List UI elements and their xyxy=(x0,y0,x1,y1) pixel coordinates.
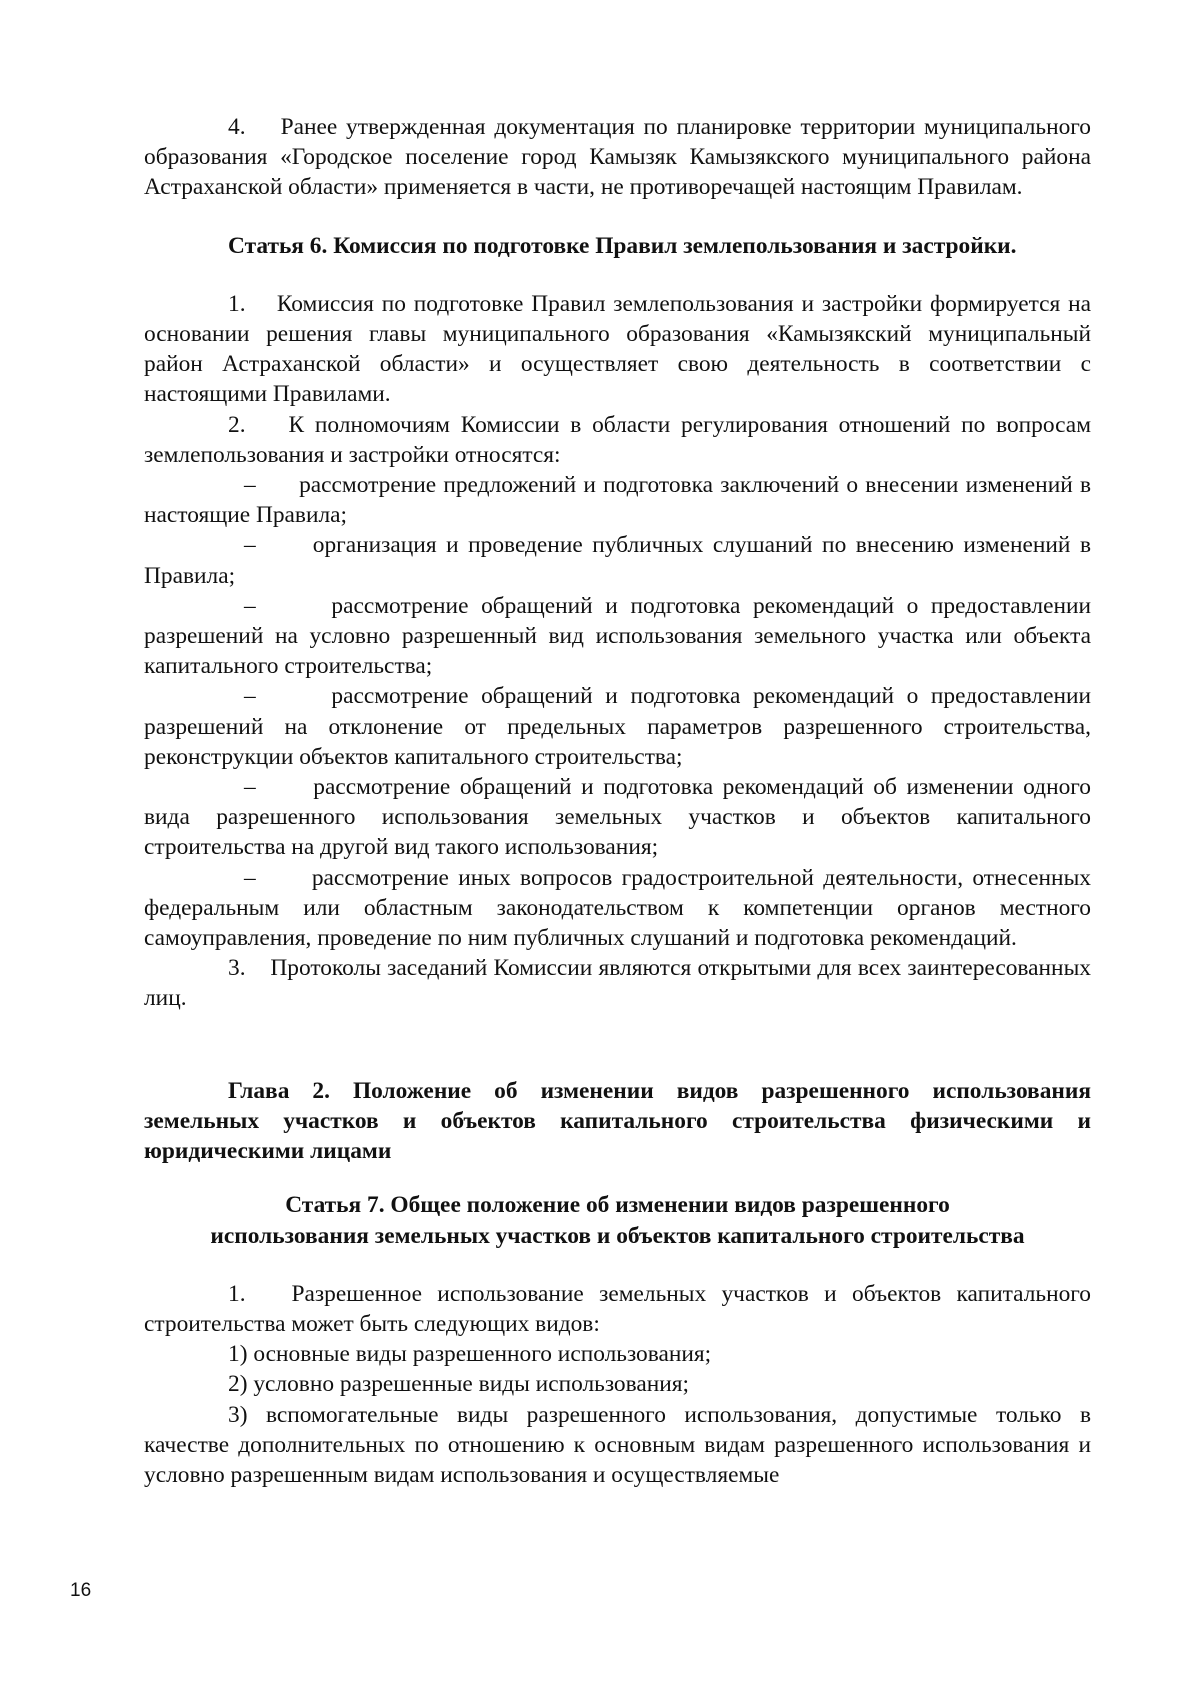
dash-item-6: – рассмотрение иных вопросов градостроительной деятельности, отнесенных федеральным или областным законодательством к компетенции органов местного самоуправления, проведение по ним публичных слушаний и подготовка рекомендаций. xyxy=(144,864,1091,952)
article-6-paragraph-3: 3. Протоколы заседаний Комиссии являются открытыми для всех заинтересованных лиц. xyxy=(144,955,1091,1012)
dash-item-5: – рассмотрение обращений и подготовка рекомендаций об изменении одного вида разрешенного использования земельных участков и объектов капитального строительства на другой вид такого использования; xyxy=(144,774,1091,861)
dash-item-3: – рассмотрение обращений и подготовка рекомендаций о предоставлении разрешений на условно разрешенный вид использования земельного участка или объекта капитального строительства; xyxy=(144,592,1091,680)
article-6-paragraph-2: 2. К полномочиям Комиссии в области регулирования отношений по вопросам землепользования и застройки относятся: xyxy=(144,411,1091,468)
dash-item-4: – рассмотрение обращений и подготовка рекомендаций о предоставлении разрешений на отклонение от предельных параметров разрешенного строительства, реконструкции объектов капитального строительства; xyxy=(144,683,1091,770)
article-7-paragraph-1: 1. Разрешенное использование земельных участков и объектов капитального строительства может быть следующих видов: xyxy=(144,1280,1091,1337)
article-6-paragraph-1: 1. Комиссия по подготовке Правил землепользования и застройки формируется на основании решения главы муниципального образования «Камызякский муниципальный район Астраханской области» и осуществляет свою деятельность в соответствии с настоящими Правилами. xyxy=(144,290,1091,408)
document-page xyxy=(144,112,1091,1490)
article-7-title-line-1: Статья 7. Общее положение об изменении видов разрешенного xyxy=(285,1192,950,1219)
page-number: 16 xyxy=(70,1580,92,1601)
list-item-3: 3) вспомогательные виды разрешенного использования, допустимые только в качестве дополнительных по отношению к основным видам разрешенного использования и условно разрешенным видам использования и осуществляемые xyxy=(144,1401,1091,1488)
article-7-title xyxy=(144,1190,1091,1250)
dash-item-1: – рассмотрение предложений и подготовка заключений о внесении изменений в настоящие Правила; xyxy=(144,472,1091,529)
article-7-title-line-2: использования земельных участков и объектов капитального строительства xyxy=(210,1222,1025,1249)
list-item-1: 1) основные виды разрешенного использования; xyxy=(228,1341,712,1368)
dash-item-2: – организация и проведение публичных слушаний по внесению изменений в Правила; xyxy=(144,532,1091,589)
article-6-title: Статья 6. Комиссия по подготовке Правил землепользования и застройки. xyxy=(228,232,1017,259)
list-item-2: 2) условно разрешенные виды использования; xyxy=(228,1371,690,1398)
chapter-2-title: Глава 2. Положение об изменении видов разрешенного использования земельных участков и объектов капитального строительства физическими и юридическими лицами xyxy=(144,1077,1091,1165)
paragraph-4: 4. Ранее утвержденная документация по планировке территории муниципального образования «Городское поселение город Камызяк Камызякского муниципального района Астраханской области» применяется в части, не противоречащей настоящим Правилам. xyxy=(144,114,1091,201)
